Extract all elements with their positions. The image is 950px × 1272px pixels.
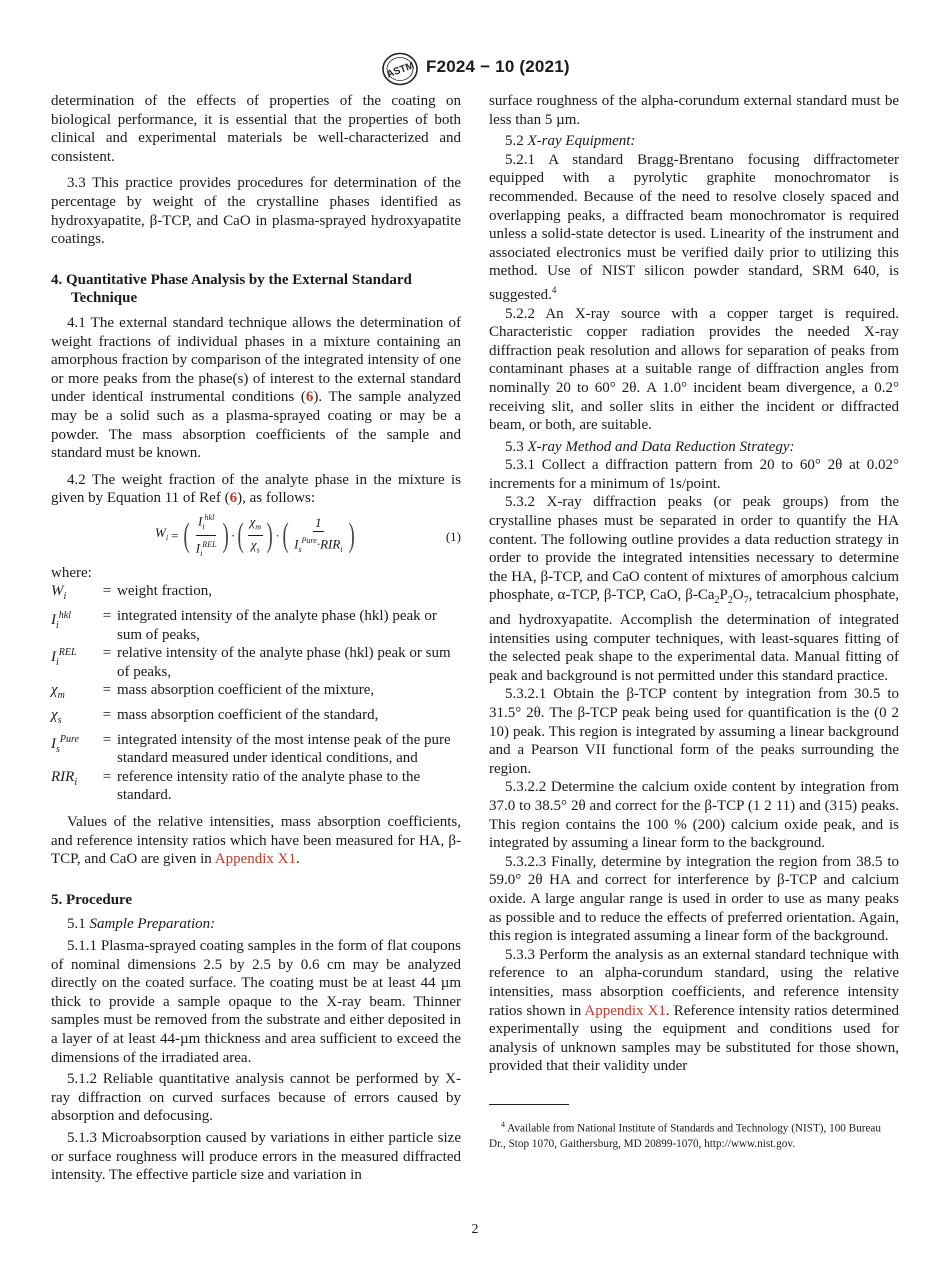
paragraph-5-3-2-2: 5.3.2.2 Determine the calcium oxide content by integration from 37.0 to 38.5° 2θ and correct for the β-TCP (1 2 11) and (315) peaks. This region contains the 100 % (200) calcium oxide peak, and is integrated by assuming a linear form to the background. bbox=[489, 779, 899, 852]
eq-lhs: $W_i$ bbox=[155, 524, 169, 543]
page-header bbox=[0, 52, 950, 88]
eq-fraction-intensity: $\frac{I_i^{hkl}}{I_i^{REL}}$ bbox=[194, 510, 219, 561]
paragraph-3-3: 3.3 This practice provides procedures for determination of the percentage by weight of the crystalline phases identified as hydroxyapatite, β-TCP, and CaO in plasma-sprayed hydroxyapatite coatings. bbox=[51, 175, 461, 248]
definition-row: $W_i$ = weight fraction, bbox=[51, 583, 212, 603]
appendix-x1-link[interactable]: Appendix X1 bbox=[584, 1002, 666, 1019]
footnote-4: $^4$ Available from National Institute of Standards and Technology (NIST), 100 Bureau Dr., Stop 1070, Gaithersburg, MD 20899-1070, http://www.nist.gov. bbox=[489, 1119, 881, 1151]
paragraph-4-1: 4.1 The external standard technique allows the determination of weight fractions of individual phases in a mixture containing an amorphous fraction by comparison of the integrated intensity of one or more peaks from the phase(s) of interest to the external standard under identical instrumental conditions (6). The sample analyzed may be a solid such as a plasma-sprayed coating or may be a powder. The mass absorption coefficients of the sample and standard must be known. bbox=[51, 314, 461, 462]
paragraph-5-1-2: 5.1.2 Reliable quantitative analysis cannot be performed by X-ray diffraction on curved surfaces because of errors caused by absorption and defocusing. bbox=[51, 1071, 461, 1125]
footnote-divider bbox=[489, 1104, 569, 1105]
definition-row: $\chi_m$ = mass absorption coefficient of the mixture, bbox=[51, 682, 375, 702]
appendix-x1-link[interactable]: Appendix X1 bbox=[214, 851, 296, 868]
astm-logo-icon bbox=[381, 52, 419, 86]
paragraph-5-3-2: 5.3.2 X-ray diffraction peaks (or peak groups) from the crystalline phases must be separated in order to quantify the HA content. The following outline provides a data reduction strategy in order to provide the integrated intensities necessary to determine the HA, β-TCP, and CaO content of mixtures of amorphous calcium phosphate, α-TCP, β-TCP, CaO, $\beta-Ca_2P_2O_7$, tetracalcium phosphate, and hydroxyapatite. Accomplish the determination of integrated intensities using computer techniques, with least-squares fitting of the selected peak shape to the experimental data. Manual fitting of peak and background is not permitted under this standard practice. bbox=[489, 494, 899, 684]
paragraph-5-3-3: 5.3.3 Perform the analysis as an external standard technique with reference to an alpha-corundum standard, using the relative intensities, mass absorption coefficients, and reference intensity ratios shown in Appendix X1. Reference intensity ratios determined experimentally using the equipment and conditions used for analysis of unknown samples may be substituted for those shown, provided that their validity under bbox=[489, 946, 899, 1075]
left-column bbox=[51, 92, 461, 1185]
paragraph-5-1: 5.1 Sample Preparation: bbox=[67, 916, 216, 933]
paragraph-continued: determination of the effects of properties of the coating on biological performance, it is essential that the properties of both clinical and experimental materials be well-characterized and consistent. bbox=[51, 93, 461, 165]
paragraph-5-3-2-3: 5.3.2.3 Finally, determine by integration the region from 38.5 to 59.0° 2θ HA and correct for interference by β-TCP and calcium oxide. A large angular range is used in order to use as many peaks as possible and to reduce the effects of preferred orientation. Again, this region is integrated assuming a linear form of the background. bbox=[489, 853, 899, 945]
paragraph-5-3: 5.3 X-ray Method and Data Reduction Strategy: bbox=[505, 438, 795, 455]
definition-row: $I_s^{Pure}$ = integrated intensity of the most intense peak of the pure standard measured under identical conditions, and bbox=[51, 731, 451, 767]
paragraph-5-2-2: 5.2.2 An X-ray source with a copper target is required. Characteristic copper radiation provides the needed X-ray diffraction peak resolution and allows for separation of peaks from contaminant phases at a suitable range of diffraction angles from nominally 20 to 60° 2θ. A 1.0° incident beam divergence, a 0.2° receiving slit, and soller slits in either the incident or diffracted beam, or both, are suitable. bbox=[489, 305, 899, 434]
section-5-heading: 5. Procedure bbox=[51, 891, 133, 908]
eq-dot: · bbox=[275, 527, 280, 543]
reference-6-link[interactable]: 6 bbox=[305, 389, 314, 406]
equation-number: (1) bbox=[445, 528, 461, 544]
paragraph-continued: surface roughness of the alpha-corundum external standard must be less than 5 µm. bbox=[489, 93, 899, 128]
definition-row: $I_i^{hkl}$ = integrated intensity of the analyte phase (hkl) peak or sum of peaks, bbox=[51, 608, 437, 643]
paragraph-5-2: 5.2 X-ray Equipment: bbox=[505, 133, 636, 150]
variable-definitions bbox=[51, 582, 461, 805]
eq-fraction-absorption: $\frac{\chi_m}{\chi_s}$ bbox=[249, 513, 262, 555]
paragraph-5-2-1: 5.2.1 A standard Bragg-Brentano focusing diffractometer equipped with a pyrolytic graphite monochromator is recommended. Because of the need to resolve closely spaced and overlapping peaks, a diffracted beam monochromator is required unless a solid-state detector is used. Linearity of the instrument and associated electronics must be verified daily prior to utilizing this method. Use of NIST silicon powder standard, SRM 640, is suggested.$^4$ bbox=[489, 151, 899, 303]
reference-6-link[interactable]: 6 bbox=[229, 490, 238, 507]
paragraph-5-1-1: 5.1.1 Plasma-sprayed coating samples in the form of flat coupons of nominal dimensions 2.5 by 2.5 by 0.6 cm may be analyzed directly on the coated surface. The coating must be at least 44 µm thick to provide a sample opaque to the X-ray beam. Thinner samples must be removed from the substrate and either deposited in a layer of at least 44-µm thickness and area sufficient to exceed the dimensions of the irradiated area. bbox=[51, 937, 461, 1066]
page-number: 2 bbox=[471, 1222, 479, 1237]
definition-row: $\chi_s$ = mass absorption coefficient of the standard, bbox=[51, 707, 379, 727]
equation-1: $W_i$ = ( $\frac{I_i^{hkl}}{I_i^{REL}}$ ) · ( $\frac{\chi_m}{\chi_s}$ ) · ( $\frac{1}{I_s^{Pure}\cdot RIR_i}$ ) (1) bbox=[51, 514, 461, 562]
eq-fraction-rir: $\frac{1}{I_s^{Pure}\cdot RIR_i}$ bbox=[294, 514, 343, 554]
definition-row: $I_i^{REL}$ = relative intensity of the analyte phase (hkl) peak or sum of peaks, bbox=[51, 645, 451, 680]
right-column bbox=[489, 92, 899, 1153]
definition-row: $RIR_i$ = reference intensity ratio of the analyte phase to the standard. bbox=[51, 768, 421, 804]
paragraph-5-3-2-1: 5.3.2.1 Obtain the β-TCP content by integration from 30.5 to 31.5° 2θ. The β-TCP peak being used for quantification is the (0 2 10) peak. This region is integrated by assuming a linear background and a Pearson VII functional form of the peaks surrounding the region. bbox=[489, 686, 899, 777]
document-id: F2024 − 10 (2021) bbox=[426, 57, 570, 76]
where-label: where: bbox=[51, 564, 92, 581]
logo-text: ASTM bbox=[385, 60, 416, 81]
eq-equals: = bbox=[171, 527, 179, 543]
section-4-heading: 4. Quantitative Phase Analysis by the External Standard Technique bbox=[51, 271, 412, 307]
paragraph-4-2: 4.2 The weight fraction of the analyte phase in the mixture is given by Equation 11 of Ref (6), as follows: bbox=[51, 471, 461, 507]
paragraph-values: Values of the relative intensities, mass absorption coefficients, and reference intensity ratios which have been measured for HA, β-TCP, and CaO are given in Appendix X1. bbox=[51, 814, 461, 868]
eq-dot: · bbox=[230, 527, 236, 543]
paragraph-5-1-3: 5.1.3 Microabsorption caused by variations in either particle size or surface roughness will produce errors in the measured diffracted intensity. The effective particle size and variation in bbox=[51, 1129, 461, 1184]
paragraph-5-3-1: 5.3.1 Collect a diffraction pattern from 20 to 60° 2θ at 0.02° increments for a minimum of 1s/point. bbox=[489, 457, 899, 492]
footnote-marker: 4 bbox=[551, 284, 557, 295]
